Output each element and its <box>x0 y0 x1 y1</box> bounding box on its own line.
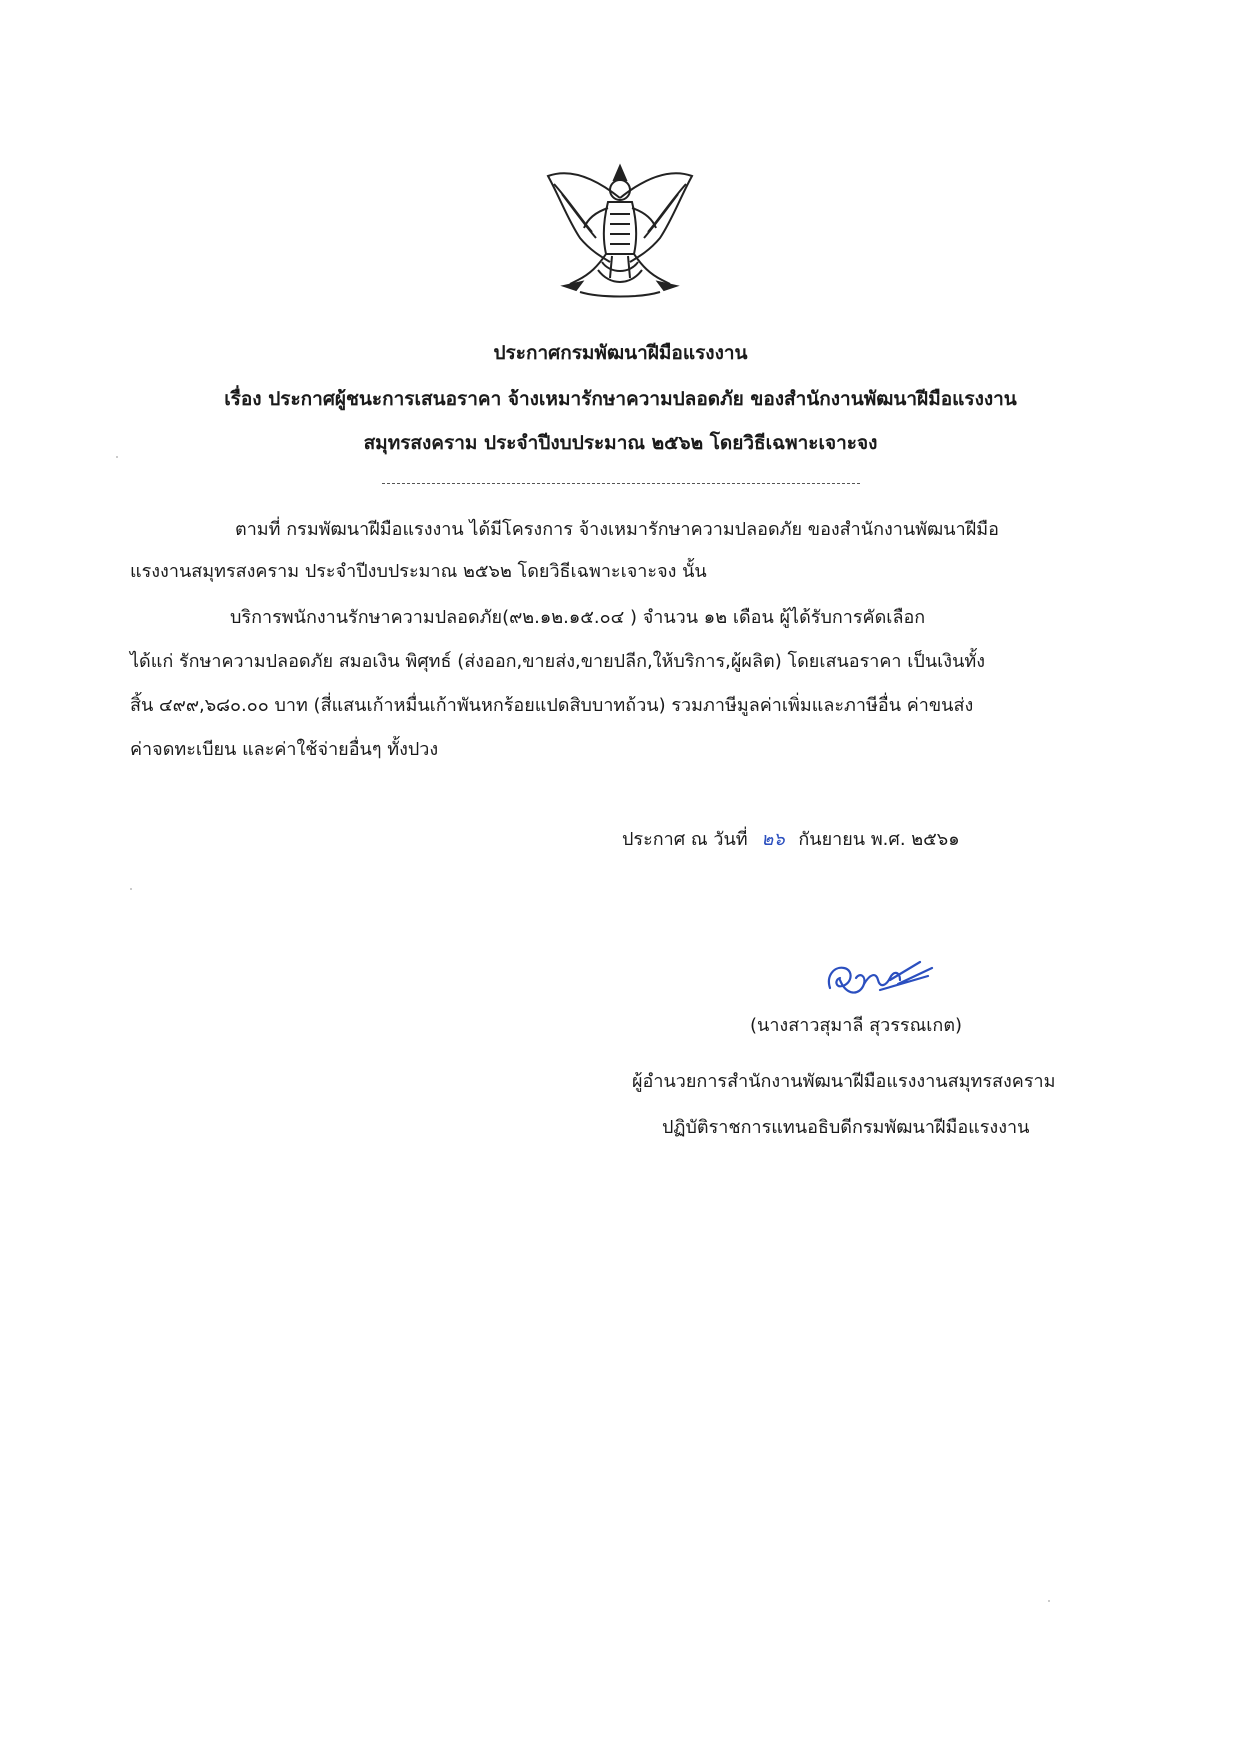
announcement-title: ประกาศกรมพัฒนาฝีมือแรงงาน <box>493 342 748 364</box>
scan-speck <box>1048 1600 1050 1602</box>
subject-line-2: สมุทรสงคราม ประจำปีงบประมาณ ๒๕๖๒ โดยวิธีเฉพาะเจาะจง <box>363 432 878 454</box>
dashed-divider <box>382 483 860 484</box>
paragraph-2-line-1: บริการพนักงานรักษาความปลอดภัย(๙๒.๑๒.๑๕.๐๔ ) จำนวน ๑๒ เดือน ผู้ได้รับการคัดเลือก <box>230 607 926 628</box>
scan-speck <box>116 456 118 458</box>
paragraph-2-line-2: ได้แก่ รักษาความปลอดภัย สมอเงิน พิศุทธ์ (ส่งออก,ขายส่ง,ขายปลีก,ให้บริการ,ผู้ผลิต) โดยเสนอราคา เป็นเงินทั้ง <box>130 651 986 672</box>
announcement-date <box>622 824 960 853</box>
signatory-position-1: ผู้อำนวยการสำนักงานพัฒนาฝีมือแรงงานสมุทรสงคราม <box>632 1071 1056 1092</box>
date-suffix: กันยายน พ.ศ. ๒๕๖๑ <box>798 829 960 850</box>
paragraph-1-line-1: ตามที่ กรมพัฒนาฝีมือแรงงาน ได้มีโครงการ จ้างเหมารักษาความปลอดภัย ของสำนักงานพัฒนาฝีมือ <box>235 519 999 540</box>
subject-line-1: เรื่อง ประกาศผู้ชนะการเสนอราคา จ้างเหมารักษาความปลอดภัย ของสำนักงานพัฒนาฝีมือแรงงาน <box>224 388 1017 410</box>
signatory-name: (นางสาวสุมาลี สุวรรณเกต) <box>750 1015 963 1036</box>
scan-speck <box>130 888 132 890</box>
paragraph-1-line-2: แรงงานสมุทรสงคราม ประจำปีงบประมาณ ๒๕๖๒ โดยวิธีเฉพาะเจาะจง นั้น <box>130 561 707 582</box>
date-prefix: ประกาศ ณ วันที่ <box>622 829 748 850</box>
paragraph-2-line-3: สิ้น ๔๙๙,๖๘๐.๐๐ บาท (สี่แสนเก้าหมื่นเก้าพันหกร้อยแปดสิบบาทถ้วน) รวมภาษีมูลค่าเพิ่มและภาษีอื่น ค่าขนส่ง <box>130 695 974 716</box>
signatory-position-2: ปฏิบัติราชการแทนอธิบดีกรมพัฒนาฝีมือแรงงาน <box>662 1117 1030 1138</box>
handwritten-signature <box>820 950 940 1010</box>
paragraph-2-line-4: ค่าจดทะเบียน และค่าใช้จ่ายอื่นๆ ทั้งปวง <box>130 739 439 760</box>
garuda-emblem-icon <box>540 158 700 318</box>
date-day: ๒๖ <box>761 829 785 850</box>
